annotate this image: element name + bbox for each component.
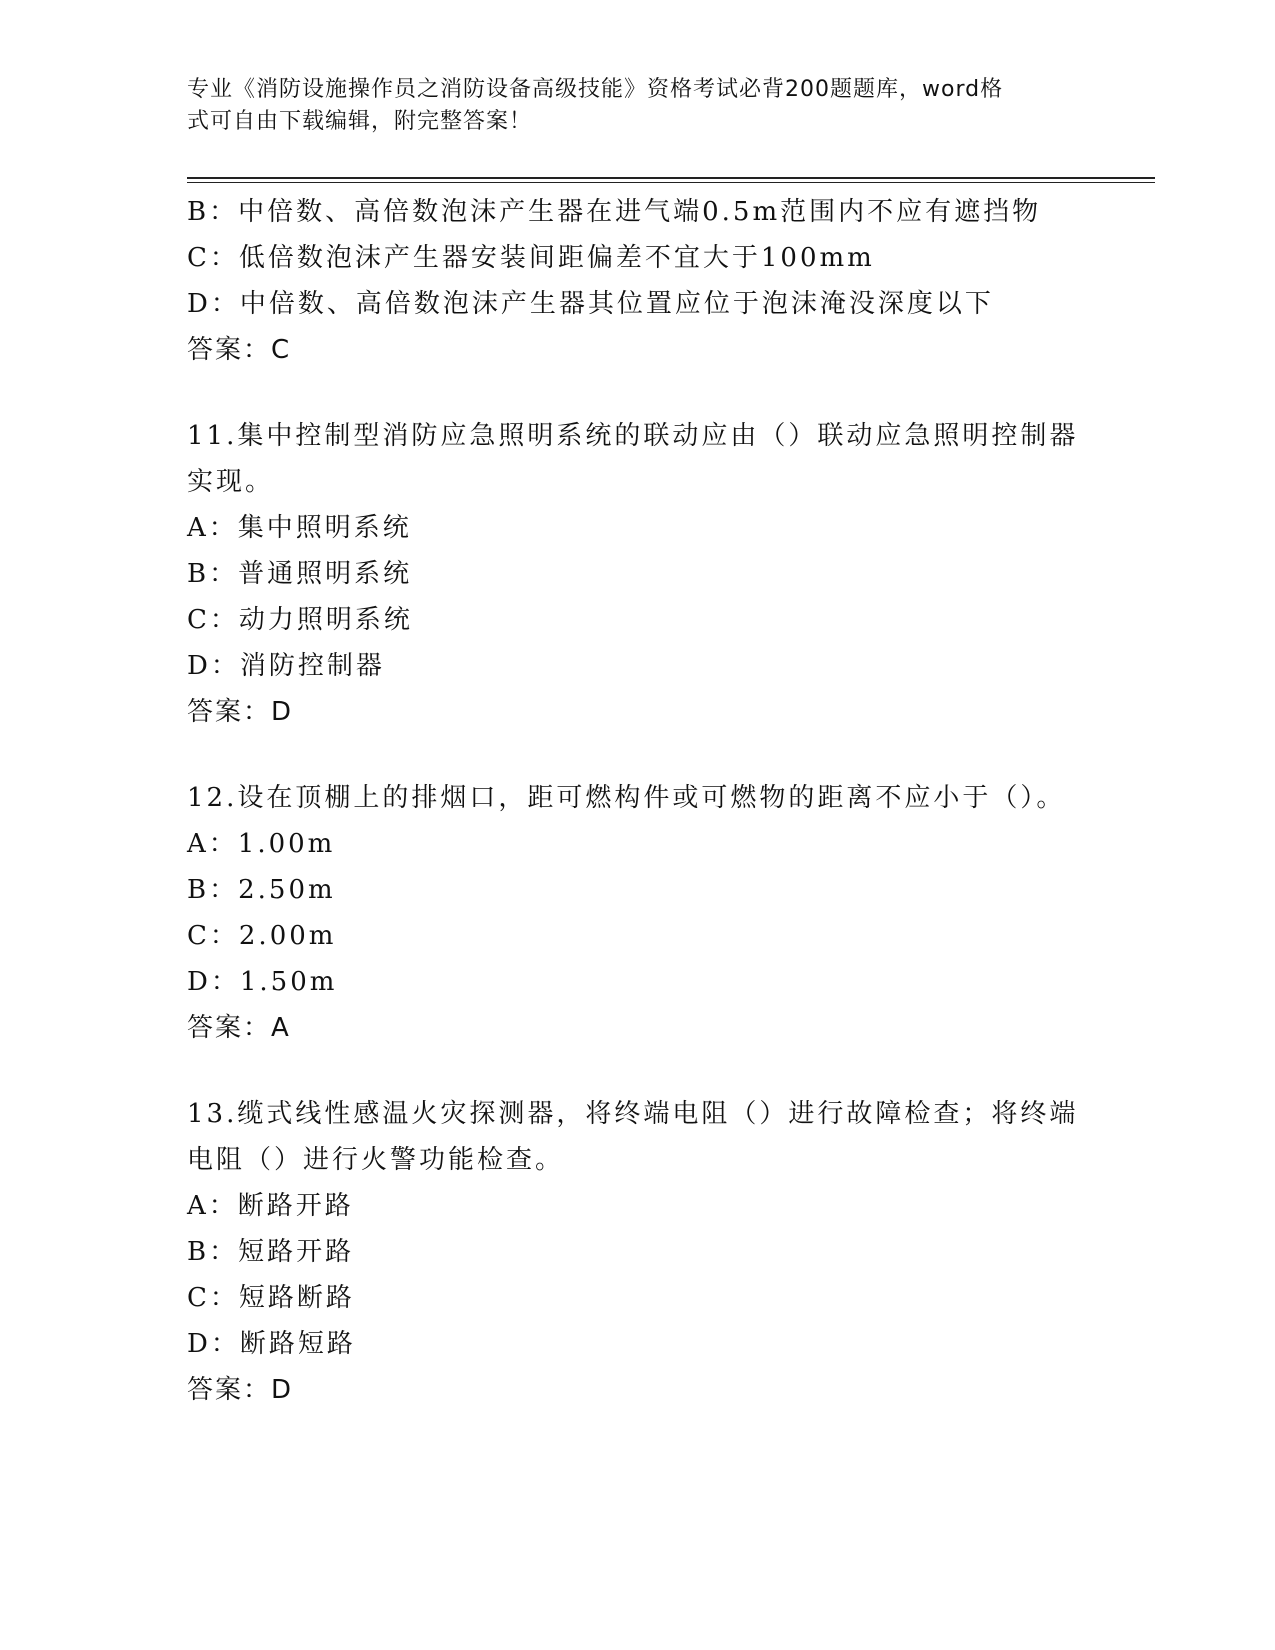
option-d: D：1.50m (187, 967, 338, 997)
option-c: C：短路断路 (187, 1283, 355, 1313)
header-divider-thick (187, 177, 1155, 179)
option-d: D：消防控制器 (187, 651, 385, 681)
question-stem-line-1: 11.集中控制型消防应急照明系统的联动应由（）联动应急照明控制器 (187, 421, 1079, 451)
option-d: D：中倍数、高倍数泡沫产生器其位置应位于泡沫淹没深度以下 (187, 289, 994, 319)
question-10-continued (187, 189, 1087, 373)
answer: 答案：D (187, 697, 294, 727)
option-c: C：2.00m (187, 921, 337, 951)
header-line-2: 式可自由下载编辑，附完整答案！ (187, 109, 533, 134)
header-divider-thin (187, 182, 1155, 183)
option-a: A：断路开路 (187, 1191, 354, 1221)
option-a: A：1.00m (187, 829, 336, 859)
option-a: A：集中照明系统 (187, 513, 412, 543)
question-list (187, 189, 1087, 1413)
document-header (187, 74, 1067, 138)
question-13 (187, 1091, 1087, 1413)
answer: 答案：D (187, 1375, 294, 1405)
question-11 (187, 413, 1087, 735)
option-d: D：断路短路 (187, 1329, 356, 1359)
answer: 答案：C (187, 335, 292, 365)
answer: 答案：A (187, 1013, 291, 1043)
header-line-1: 专业《消防设施操作员之消防设备高级技能》资格考试必背200题题库，word格 (187, 77, 1004, 102)
question-stem-line-2: 电阻（）进行火警功能检查。 (187, 1145, 565, 1175)
option-c: C：低倍数泡沫产生器安装间距偏差不宜大于100mm (187, 243, 875, 273)
question-12 (187, 775, 1087, 1051)
option-b: B：中倍数、高倍数泡沫产生器在进气端0.5m范围内不应有遮挡物 (187, 197, 1042, 227)
question-stem-line-1: 12.设在顶棚上的排烟口，距可燃构件或可燃物的距离不应小于（）。 (187, 783, 1066, 813)
option-b: B：短路开路 (187, 1237, 355, 1267)
option-c: C：动力照明系统 (187, 605, 413, 635)
option-b: B：普通照明系统 (187, 559, 413, 589)
question-stem-line-1: 13.缆式线性感温火灾探测器，将终端电阻（）进行故障检查；将终端 (187, 1099, 1079, 1129)
option-b: B：2.50m (187, 875, 336, 905)
question-stem-line-2: 实现。 (187, 467, 275, 497)
